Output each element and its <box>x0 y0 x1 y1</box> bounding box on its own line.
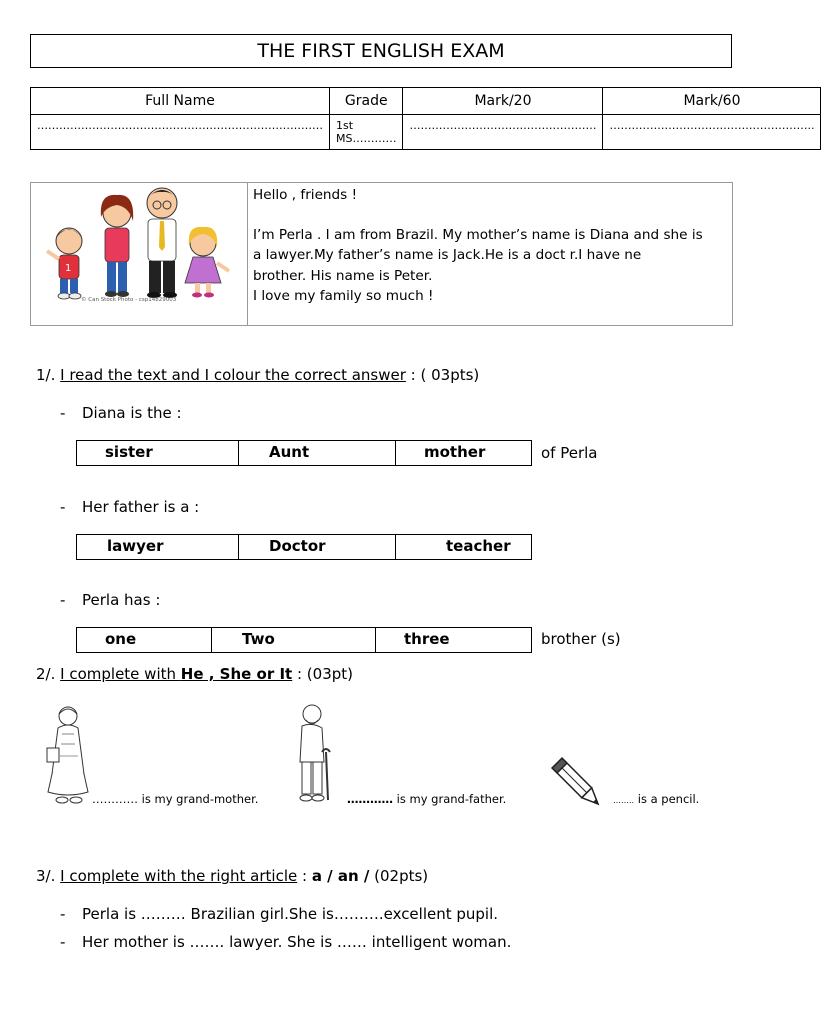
q2-item-3: …….. is a pencil. <box>613 792 700 806</box>
passage-text <box>253 185 727 307</box>
q1-number: 1/. <box>36 366 56 384</box>
grandfather-drawing <box>288 702 334 804</box>
q1-item-2-prompt: - Her father is a : <box>60 498 200 516</box>
q3-options: a / an / <box>311 867 370 885</box>
q3-number: 3/. <box>36 867 56 885</box>
image-caption: © Can Stock Photo - csp14829003 <box>81 297 177 303</box>
svg-text:1: 1 <box>65 263 72 274</box>
option-one[interactable]: one <box>77 628 212 652</box>
q2-heading <box>36 665 353 683</box>
q3-points: (02pts) <box>369 867 429 885</box>
q1-item-1-suffix: of Perla <box>541 444 598 462</box>
grandmother-drawing <box>44 704 96 806</box>
option-mother[interactable]: mother <box>424 443 486 461</box>
family-illustration <box>31 183 248 325</box>
mother-figure <box>101 195 133 297</box>
grade-field[interactable]: 1st MS………… <box>330 115 403 150</box>
girl-figure <box>185 227 229 298</box>
option-doctor[interactable]: Doctor <box>239 535 396 559</box>
option-two[interactable]: Two <box>212 628 376 652</box>
q1-instruction: I read the text and I colour the correct answer <box>60 366 406 384</box>
option-three[interactable]: three <box>404 630 450 648</box>
pencil-drawing <box>552 756 606 814</box>
student-info-table <box>30 87 821 150</box>
q2-blank-1[interactable]: ………… <box>92 792 138 806</box>
passage-greeting: Hello , friends ! <box>253 187 358 203</box>
q1-item-1-prompt: - Diana is the : <box>60 404 182 422</box>
passage-line-2: a lawyer.My father’s name is Jack.He is a doct r.I have ne <box>253 247 642 263</box>
q2-number: 2/. <box>36 665 56 683</box>
header-mark-20: Mark/20 <box>403 88 603 115</box>
q1-item-3-suffix: brother (s) <box>541 630 621 648</box>
option-aunt[interactable]: Aunt <box>239 441 396 465</box>
q2-item-2: ………… is my grand-father. <box>347 792 507 806</box>
q2-points: : (03pt) <box>292 665 354 683</box>
q1-item-2-options <box>76 534 532 560</box>
option-teacher[interactable]: teacher <box>446 537 511 555</box>
q1-points: : ( 03pts) <box>405 366 480 384</box>
q3-sentence-1: - Perla is ……… Brazilian girl.She is……….excellent pupil. <box>60 905 499 923</box>
header-mark-60: Mark/60 <box>603 88 821 115</box>
q3-heading: 3/. I complete with the right article : a / an / (02pts) <box>36 867 429 885</box>
reading-passage-box <box>30 182 733 326</box>
family-image <box>31 183 247 325</box>
full-name-field[interactable]: …………………………………………………………………… <box>31 115 330 150</box>
q2-blank-2[interactable]: ………… <box>347 792 393 806</box>
q2-item-1: ………… is my grand-mother. <box>92 792 259 806</box>
passage-line-1: I’m Perla . I am from Brazil. My mother’s name is Diana and she is <box>253 226 703 243</box>
boy-figure <box>47 228 82 299</box>
header-grade: Grade <box>330 88 403 115</box>
q2-instruction: I complete with He , She or It <box>60 665 293 683</box>
q1-heading <box>36 366 479 384</box>
passage-line-4: I love my family so much ! <box>253 288 434 304</box>
q1-item-1-options <box>76 440 532 466</box>
mark-60-field[interactable]: ……………………………………………….. <box>603 115 821 150</box>
father-figure <box>147 188 177 298</box>
q2-blank-3[interactable]: …….. <box>613 796 635 805</box>
q1-item-3-prompt: - Perla has : <box>60 591 161 609</box>
q1-item-3-options <box>76 627 532 653</box>
mark-20-field[interactable]: …………………………………………… <box>403 115 603 150</box>
q3-instruction: I complete with the right article <box>60 867 298 885</box>
q3-sentence-2: - Her mother is ……. lawyer. She is …… intelligent woman. <box>60 933 512 951</box>
exam-title: THE FIRST ENGLISH EXAM <box>30 34 732 68</box>
option-sister[interactable]: sister <box>77 441 239 465</box>
option-lawyer[interactable]: lawyer <box>77 535 239 559</box>
passage-line-3: brother. His name is Peter. <box>253 267 433 284</box>
header-full-name: Full Name <box>31 88 330 115</box>
